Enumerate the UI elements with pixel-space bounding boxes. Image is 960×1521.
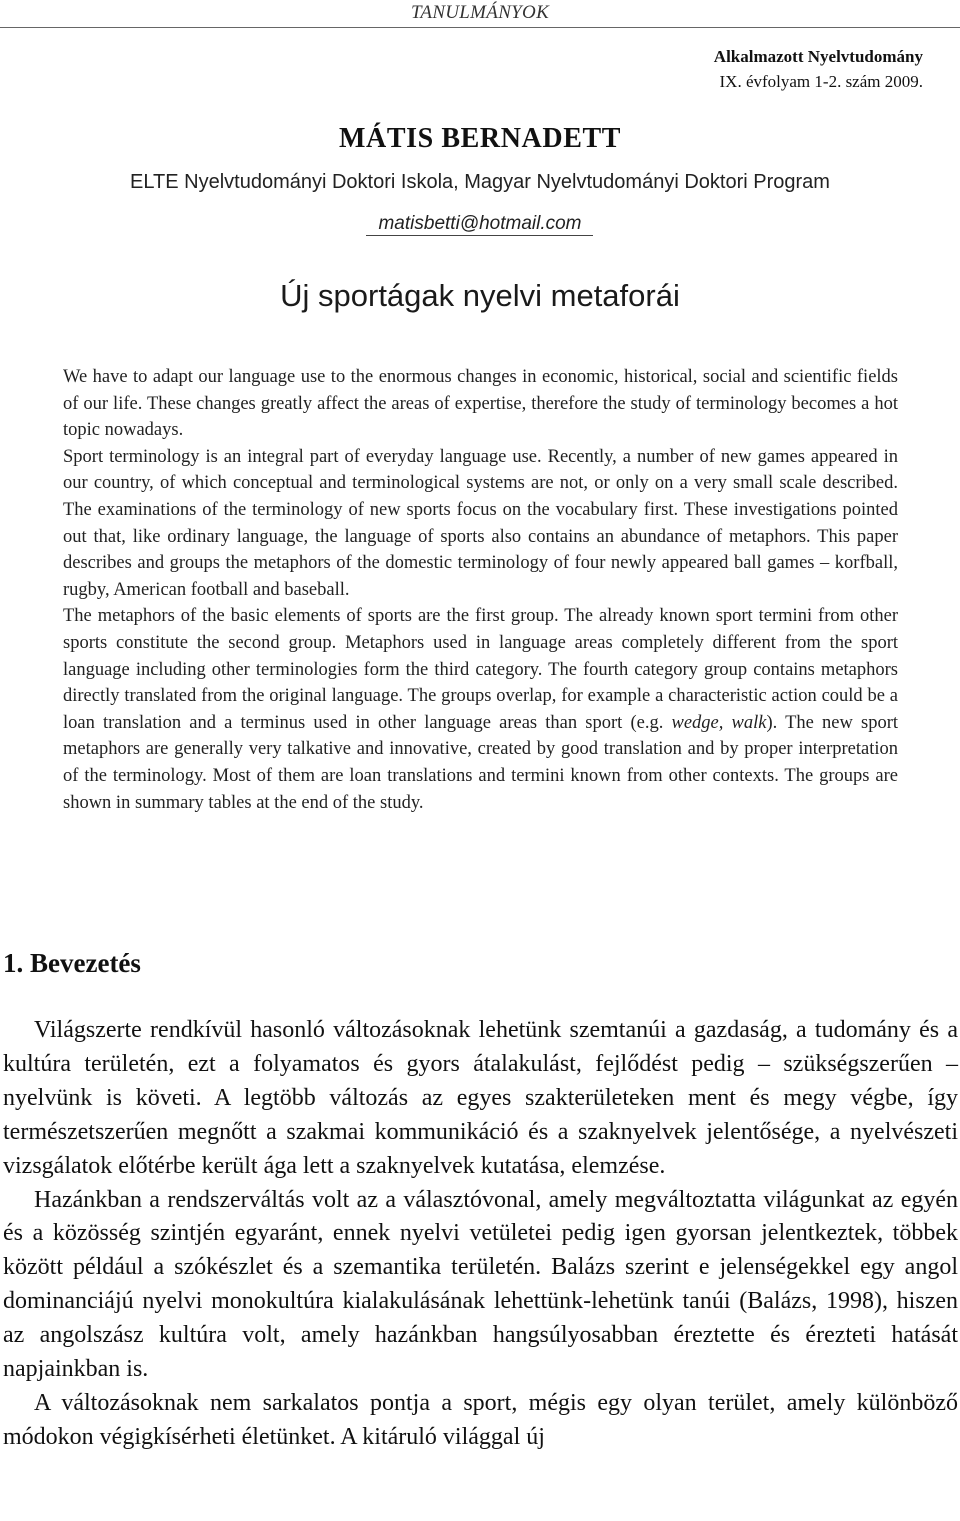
body-paragraph: A változásoknak nem sarkalatos pontja a sport, mégis egy olyan terület, amely különböző módokon végigkísérheti életünket. A kitáruló világgal új [3, 1389, 958, 1450]
section-label: TANULMÁNYOK [410, 2, 550, 23]
journal-name: Alkalmazott Nyelvtudomány [713, 47, 923, 66]
article-title: Új sportágak nyelvi metaforái [280, 278, 680, 313]
header-rule [0, 27, 960, 28]
abstract-emphasis: wedge, walk [671, 712, 767, 733]
abstract-paragraph [63, 364, 898, 444]
abstract [63, 364, 898, 816]
abstract-text: We have to adapt our language use to the enormous changes in economic, historical, social and scientific fields of our life. These changes greatly affect the areas of expertise, therefore the study of terminology becomes a hot topic nowadays. [63, 367, 898, 441]
body-paragraph: Hazánkban a rendszerváltás volt az a választóvonal, amely megváltoztatta világunkat az egyén és a közösség szintjén egyaránt, ennek nyelvi vetületei pedig igen gyorsan jelentkeztek, többek között például a szókészlet és a szemantika területén. Balázs szerint e jelenségekkel egy angol dominanciájú nyelvi monokultúra kialakulásának lehettünk-lehetünk tanúi (Balázs, 1998), hiszen az angolszász kultúra volt, amely hazánkban hangsúlyosabban éreztette és érezteti hatását napjainkban is. [3, 1186, 958, 1383]
abstract-paragraph [63, 603, 898, 816]
abstract-text: The metaphors of the basic elements of sports are the first group. The already known sport termini from other sports constitute the second group. Metaphors used in language areas completely different from the sport language including other terminologies form the third category. The fourth category group contains metaphors directly translated from the original language. The groups overlap, for example a characteristic action could be a loan translation and a terminus used in other language areas than sport (e.g. [63, 606, 898, 733]
author-email[interactable]: matisbetti@hotmail.com [378, 213, 582, 234]
body-paragraph: Világszerte rendkívül hasonló változásoknak lehetünk szemtanúi a gazdaság, a tudomány és a kultúra területén, ezt a folyamatos és gyors átalakulást, fejlődést pedig – szükségszerűen – nyelvünk is követi. A legtöbb változás az egyes szakterületeken ment és megy végbe, így természetszerűen megnőtt a szakmai kommunikáció és a szaknyelvek jelentősége, a nyelvészeti vizsgálatok előtérbe került ága lett a szaknyelvek kutatása, elemzése. [3, 1017, 958, 1179]
abstract-paragraph [63, 444, 898, 604]
author-affiliation: ELTE Nyelvtudományi Doktori Iskola, Magyar Nyelvtudományi Doktori Program [130, 171, 830, 193]
abstract-text: Sport terminology is an integral part of everyday language use. Recently, a number of new games appeared in our country, of which conceptual and terminological systems are not, or only on a very small scale described. The examinations of the terminology of new sports focus on the vocabulary first. These investigations pointed out that, like ordinary language, the language of sports also contains an abundance of metaphors. This paper describes and groups the metaphors of the domestic terminology of four newly appeared ball games – korfball, rugby, American football and baseball. [63, 446, 898, 600]
journal-issue: IX. évfolyam 1-2. szám 2009. [719, 72, 923, 91]
section-heading: 1. Bevezetés [3, 948, 141, 978]
email-underline [366, 235, 593, 236]
abstract-text: ). The new sport metaphors are generally very talkative and innovative, created by good translation and by proper interpretation of the terminology. Most of them are loan translations and termini known from other contexts. The groups are shown in summary tables at the end of the study. [63, 712, 898, 813]
body-text [3, 1014, 958, 1455]
author-name: MÁTIS BERNADETT [338, 123, 622, 154]
